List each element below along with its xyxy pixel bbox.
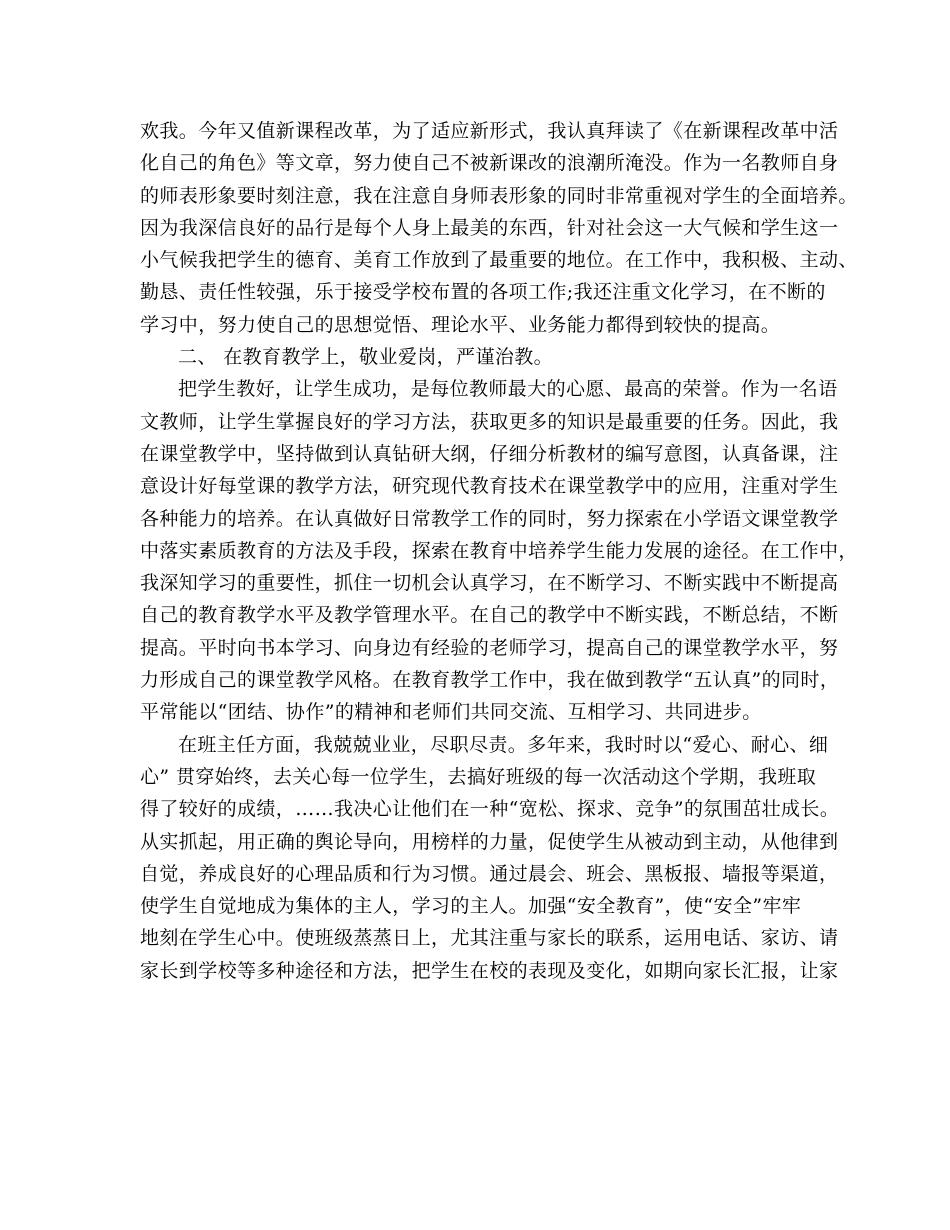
text-line: 家长到学校等多种途径和方法，把学生在校的表现及变化，如期向家长汇报，让家 bbox=[140, 959, 839, 982]
text-line: 因为我深信良好的品行是每个人身上最美的东西，针对社会这一大气候和学生这一 bbox=[140, 216, 839, 239]
text-line: 心” 贯穿始终，去关心每一位学生，去搞好班级的每一次活动这个学期，我班取 bbox=[140, 765, 817, 788]
text-line: 力形成自己的课堂教学风格。在教育教学工作中，我在做到教学“五认真”的同时， bbox=[140, 669, 840, 692]
text-line: 欢我。今年又值新课程改革，为了适应新形式，我认真拜读了《在新课程改革中活 bbox=[140, 120, 839, 142]
text-line: 在班主任方面，我兢兢业业，尽职尽责。多年来，我时时以“爱心、耐心、细 bbox=[178, 733, 829, 756]
text-line: 我深知学习的重要性，抓住一切机会认真学习，在不断学习、不断实践中不断提高 bbox=[140, 572, 839, 595]
text-line: 自己的教育教学水平及教学管理水平。在自己的教学中不断实践，不断总结，不断 bbox=[140, 604, 839, 627]
text-line: 从实抓起，用正确的舆论导向，用榜样的力量，促使学生从被动到主动，从他律到 bbox=[140, 830, 839, 853]
text-line: 得了较好的成绩，……我决心让他们在一种“宽松、探求、竞争”的氛围茁壮成长。 bbox=[140, 798, 840, 821]
text-line: 文教师，让学生掌握良好的学习方法，获取更多的知识是最重要的任务。因此，我 bbox=[140, 410, 839, 433]
text-line: 勤恳、责任性较强，乐于接受学校布置的各项工作;我还注重文化学习，在不断的 bbox=[140, 281, 826, 304]
text-line: 学习中，努力使自己的思想觉悟、理论水平、业务能力都得到较快的提高。 bbox=[140, 313, 781, 336]
text-line: 各种能力的培养。在认真做好日常教学工作的同时，努力探索在小学语文课堂教学 bbox=[140, 507, 839, 530]
text-line: 提高。平时向书本学习、向身边有经验的老师学习，提高自己的课堂教学水平，努 bbox=[140, 636, 839, 659]
text-line: 意设计好每堂课的教学方法，研究现代教育技术在课堂教学中的应用，注重对学生 bbox=[140, 475, 839, 498]
text-line: 地刻在学生心中。使班级蒸蒸日上，尤其注重与家长的联系，运用电话、家访、请 bbox=[140, 927, 839, 950]
text-line: 把学生教好，让学生成功，是每位教师最大的心愿、最高的荣誉。作为一名语 bbox=[178, 378, 838, 401]
text-line: 平常能以“团结、协作”的精神和老师们共同交流、互相学习、共同进步。 bbox=[140, 701, 762, 724]
text-line: 自觉，养成良好的心理品质和行为习惯。通过晨会、班会、黑板报、墙报等渠道， bbox=[140, 862, 839, 885]
text-line: 小气候我把学生的德育、美育工作放到了最重要的地位。在工作中，我积极、主动、 bbox=[140, 249, 858, 272]
text-line: 化自己的角色》等文章，努力使自己不被新课改的浪潮所淹没。作为一名教师自身 bbox=[140, 152, 839, 175]
text-line: 中落实素质教育的方法及手段，探索在教育中培养学生能力发展的途径。在工作中， bbox=[140, 539, 858, 562]
text-line: 的师表形象要时刻注意，我在注意自身师表形象的同时非常重视对学生的全面培养。 bbox=[140, 184, 858, 207]
body-text bbox=[140, 115, 858, 987]
text-line: 在课堂教学中，坚持做到认真钻研大纲，仔细分析教材的编写意图，认真备课，注 bbox=[140, 442, 839, 465]
text-line: 使学生自觉地成为集体的主人，学习的主人。加强“安全教育”，使“安全”牢牢 bbox=[140, 895, 802, 918]
text-line: 二、 在教育教学上，敬业爱岗，严谨治教。 bbox=[178, 346, 554, 369]
